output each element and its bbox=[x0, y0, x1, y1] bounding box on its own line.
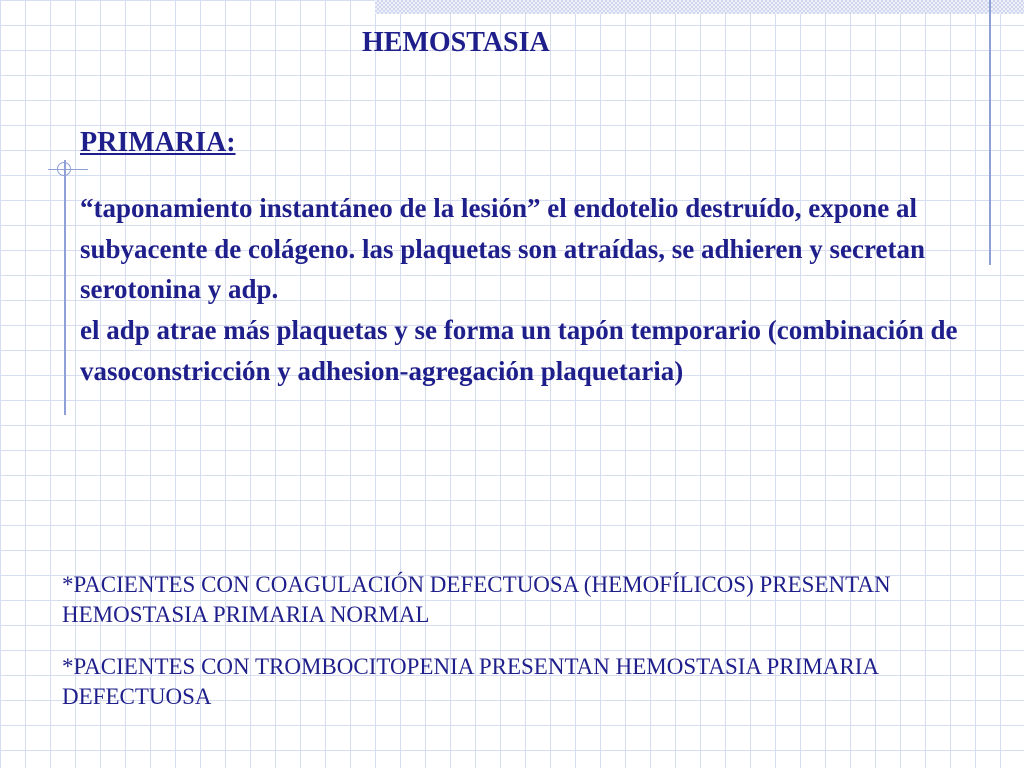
notes bbox=[62, 570, 1002, 734]
note-item: *PACIENTES CON TROMBOCITOPENIA PRESENTAN HEMOSTASIA PRIMARIA DEFECTUOSA bbox=[62, 654, 878, 709]
top-decorative-band bbox=[375, 0, 1024, 14]
circle-ornament-icon bbox=[57, 162, 71, 176]
body-paragraph: el adp atrae más plaquetas y se forma un tapón temporario (combinación de vasoconstricción y adhesion-agregación plaquetaria) bbox=[80, 315, 958, 386]
slide-title: HEMOSTASIA bbox=[362, 27, 550, 58]
left-vertical-rule bbox=[64, 160, 66, 415]
body-paragraph: “taponamiento instantáneo de la lesión” el endotelio destruído, expone al subyacente de colágeno. las plaquetas son atraídas, se adhieren y secretan serotonina y adp. bbox=[80, 193, 926, 305]
body-text bbox=[80, 188, 980, 392]
section-heading: PRIMARIA: bbox=[80, 127, 236, 158]
right-vertical-rule bbox=[989, 0, 991, 265]
note-item: *PACIENTES CON COAGULACIÓN DEFECTUOSA (HEMOFÍLICOS) PRESENTAN HEMOSTASIA PRIMARIA NORMAL bbox=[62, 572, 891, 627]
